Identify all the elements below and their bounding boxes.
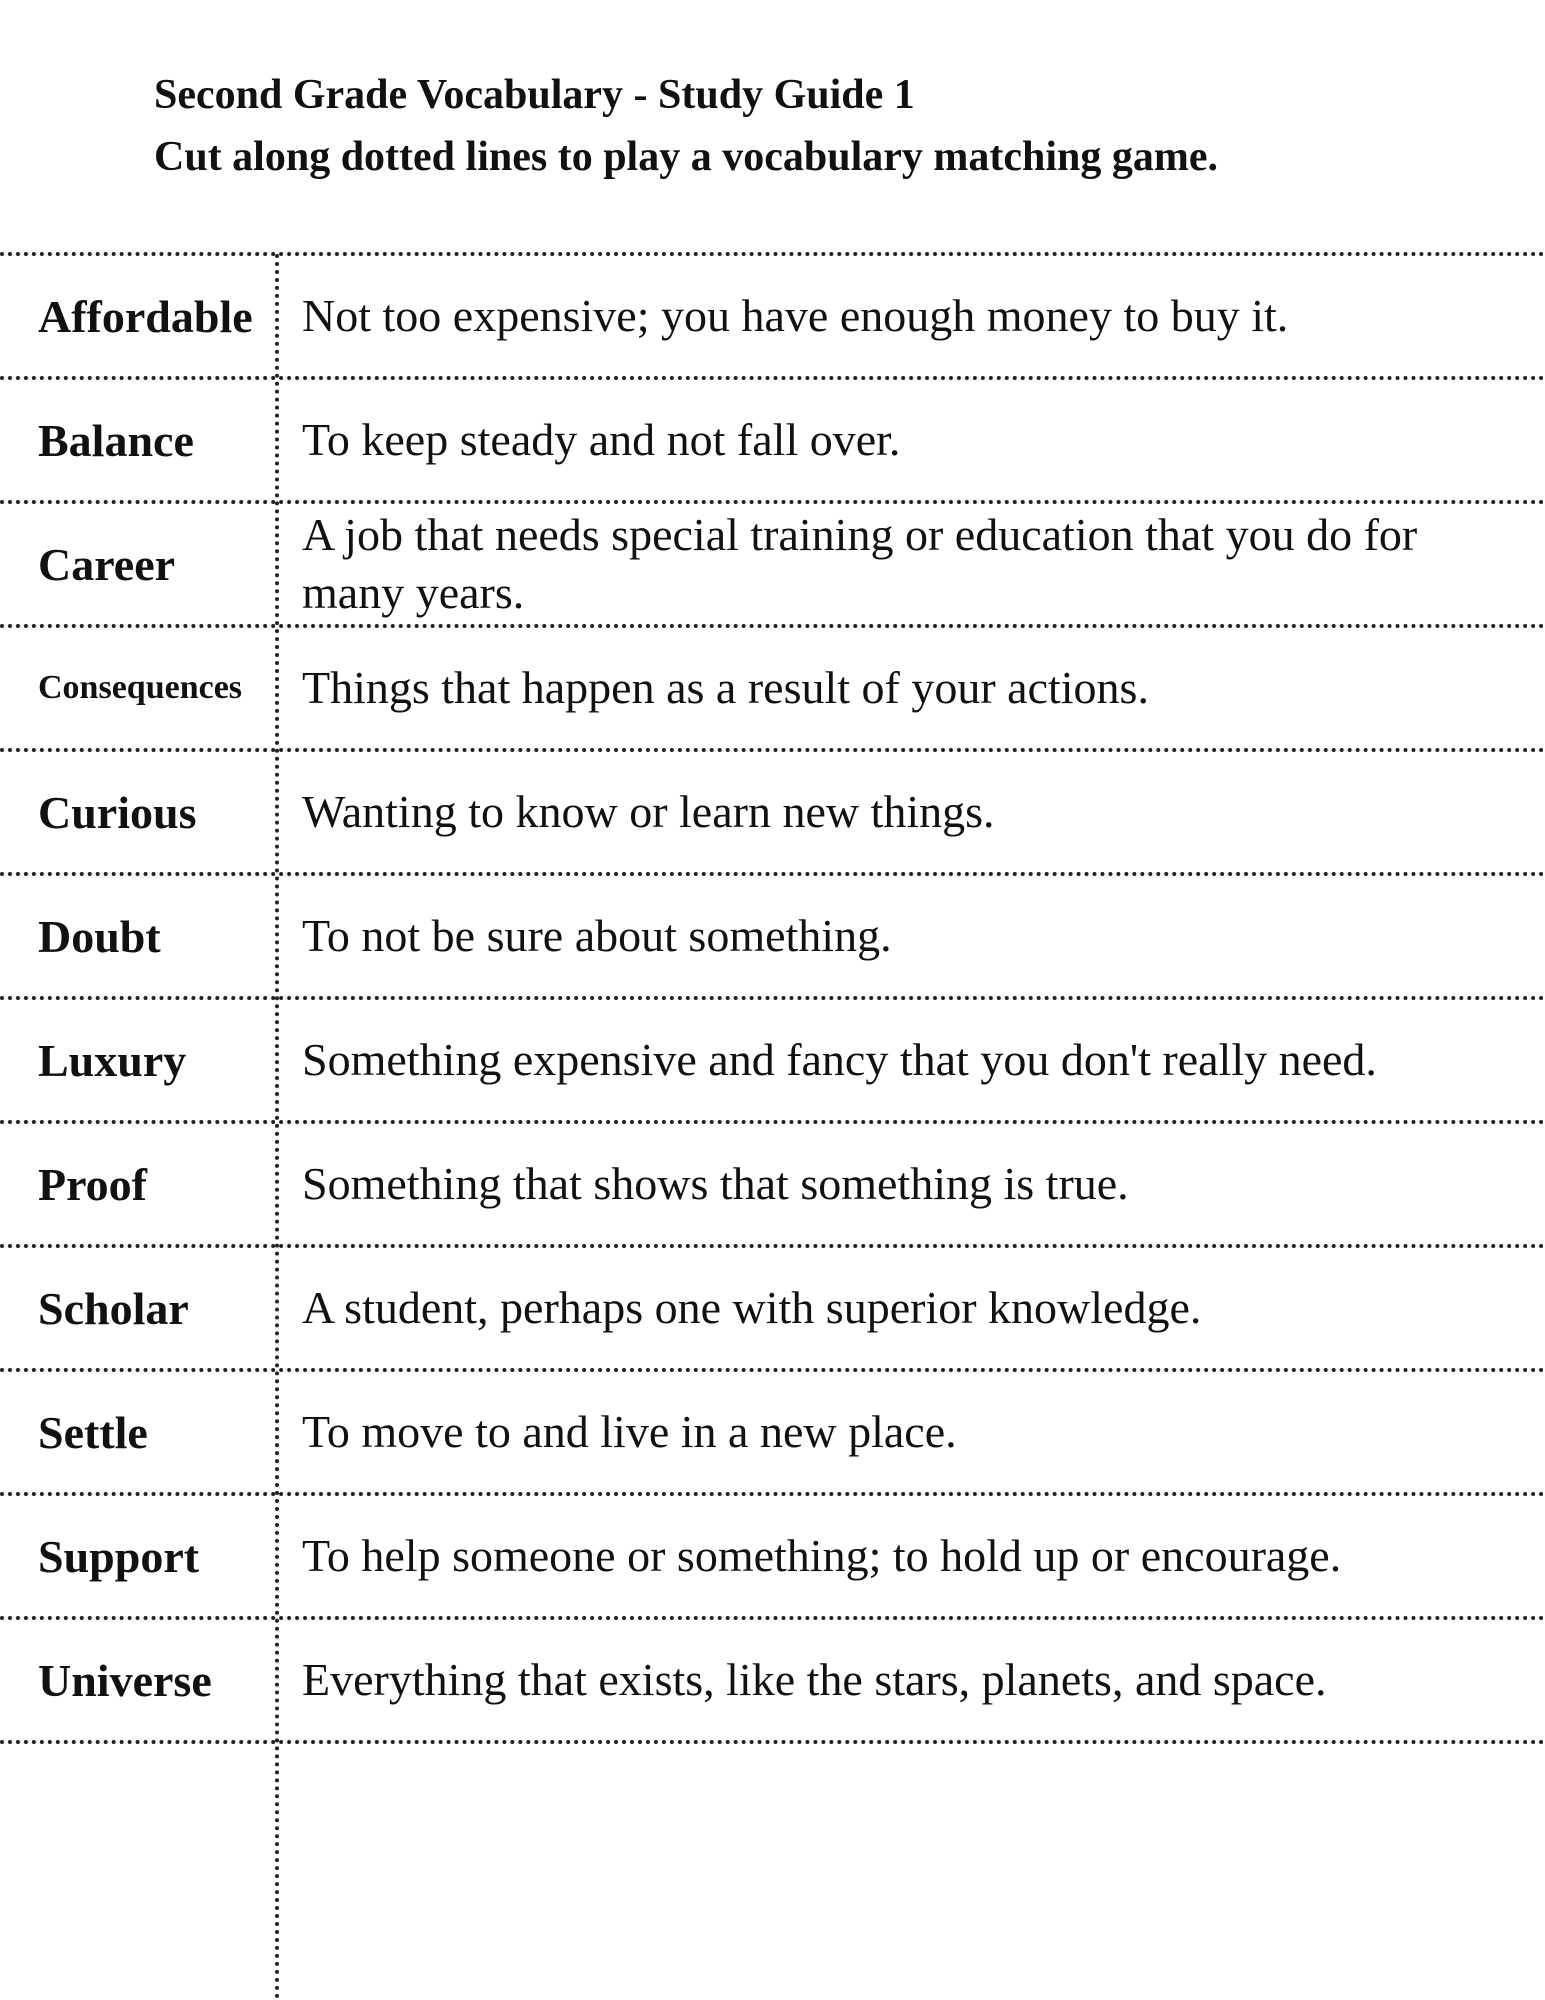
vocab-definition: Not too expensive; you have enough money to buy it. bbox=[302, 290, 1289, 341]
vocab-definition: A student, perhaps one with superior knowledge. bbox=[302, 1282, 1202, 1333]
vocab-word: Affordable bbox=[38, 290, 253, 342]
vocab-definition: Something expensive and fancy that you don't really need. bbox=[302, 1034, 1377, 1085]
vocab-definition: A job that needs special training or education that you do for many years. bbox=[302, 509, 1418, 618]
vocab-word: Scholar bbox=[38, 1282, 189, 1334]
page-header bbox=[154, 64, 1454, 188]
vocab-row-scholar bbox=[0, 1244, 1545, 1368]
vocab-definition: Things that happen as a result of your actions. bbox=[302, 662, 1149, 713]
vocab-definition: Something that shows that something is true. bbox=[302, 1158, 1129, 1209]
vocab-word: Settle bbox=[38, 1406, 148, 1458]
vocab-word: Career bbox=[38, 538, 176, 590]
vocab-row-universe bbox=[0, 1616, 1545, 1744]
vocab-row-support bbox=[0, 1492, 1545, 1616]
vocab-row-consequences bbox=[0, 624, 1545, 748]
vocab-word: Proof bbox=[38, 1158, 148, 1210]
vocab-row-settle bbox=[0, 1368, 1545, 1492]
vocab-definition: To not be sure about something. bbox=[302, 910, 892, 961]
vocab-word: Curious bbox=[38, 786, 197, 838]
vocab-word: Support bbox=[38, 1530, 200, 1582]
vocabulary-table bbox=[0, 252, 1545, 1744]
vocab-row-career bbox=[0, 500, 1545, 624]
vocab-word: Luxury bbox=[38, 1034, 187, 1086]
vocab-definition: To help someone or something; to hold up or encourage. bbox=[302, 1530, 1342, 1581]
vocab-word: Doubt bbox=[38, 910, 161, 962]
vocab-row-doubt bbox=[0, 872, 1545, 996]
vocab-definition: Wanting to know or learn new things. bbox=[302, 786, 995, 837]
page-instructions: Cut along dotted lines to play a vocabulary matching game. bbox=[154, 134, 1219, 180]
page-title: Second Grade Vocabulary - Study Guide 1 bbox=[154, 72, 915, 118]
vocab-word: Universe bbox=[38, 1654, 212, 1706]
vocab-row-curious bbox=[0, 748, 1545, 872]
vocab-row-luxury bbox=[0, 996, 1545, 1120]
vocab-row-affordable bbox=[0, 252, 1545, 376]
vocab-definition: Everything that exists, like the stars, planets, and space. bbox=[302, 1654, 1327, 1705]
vocab-definition: To keep steady and not fall over. bbox=[302, 414, 901, 465]
vocab-definition: To move to and live in a new place. bbox=[302, 1406, 957, 1457]
vocab-row-proof bbox=[0, 1120, 1545, 1244]
vocab-word: Balance bbox=[38, 414, 194, 466]
vocab-row-balance bbox=[0, 376, 1545, 500]
vocab-word: Consequences bbox=[38, 669, 243, 706]
